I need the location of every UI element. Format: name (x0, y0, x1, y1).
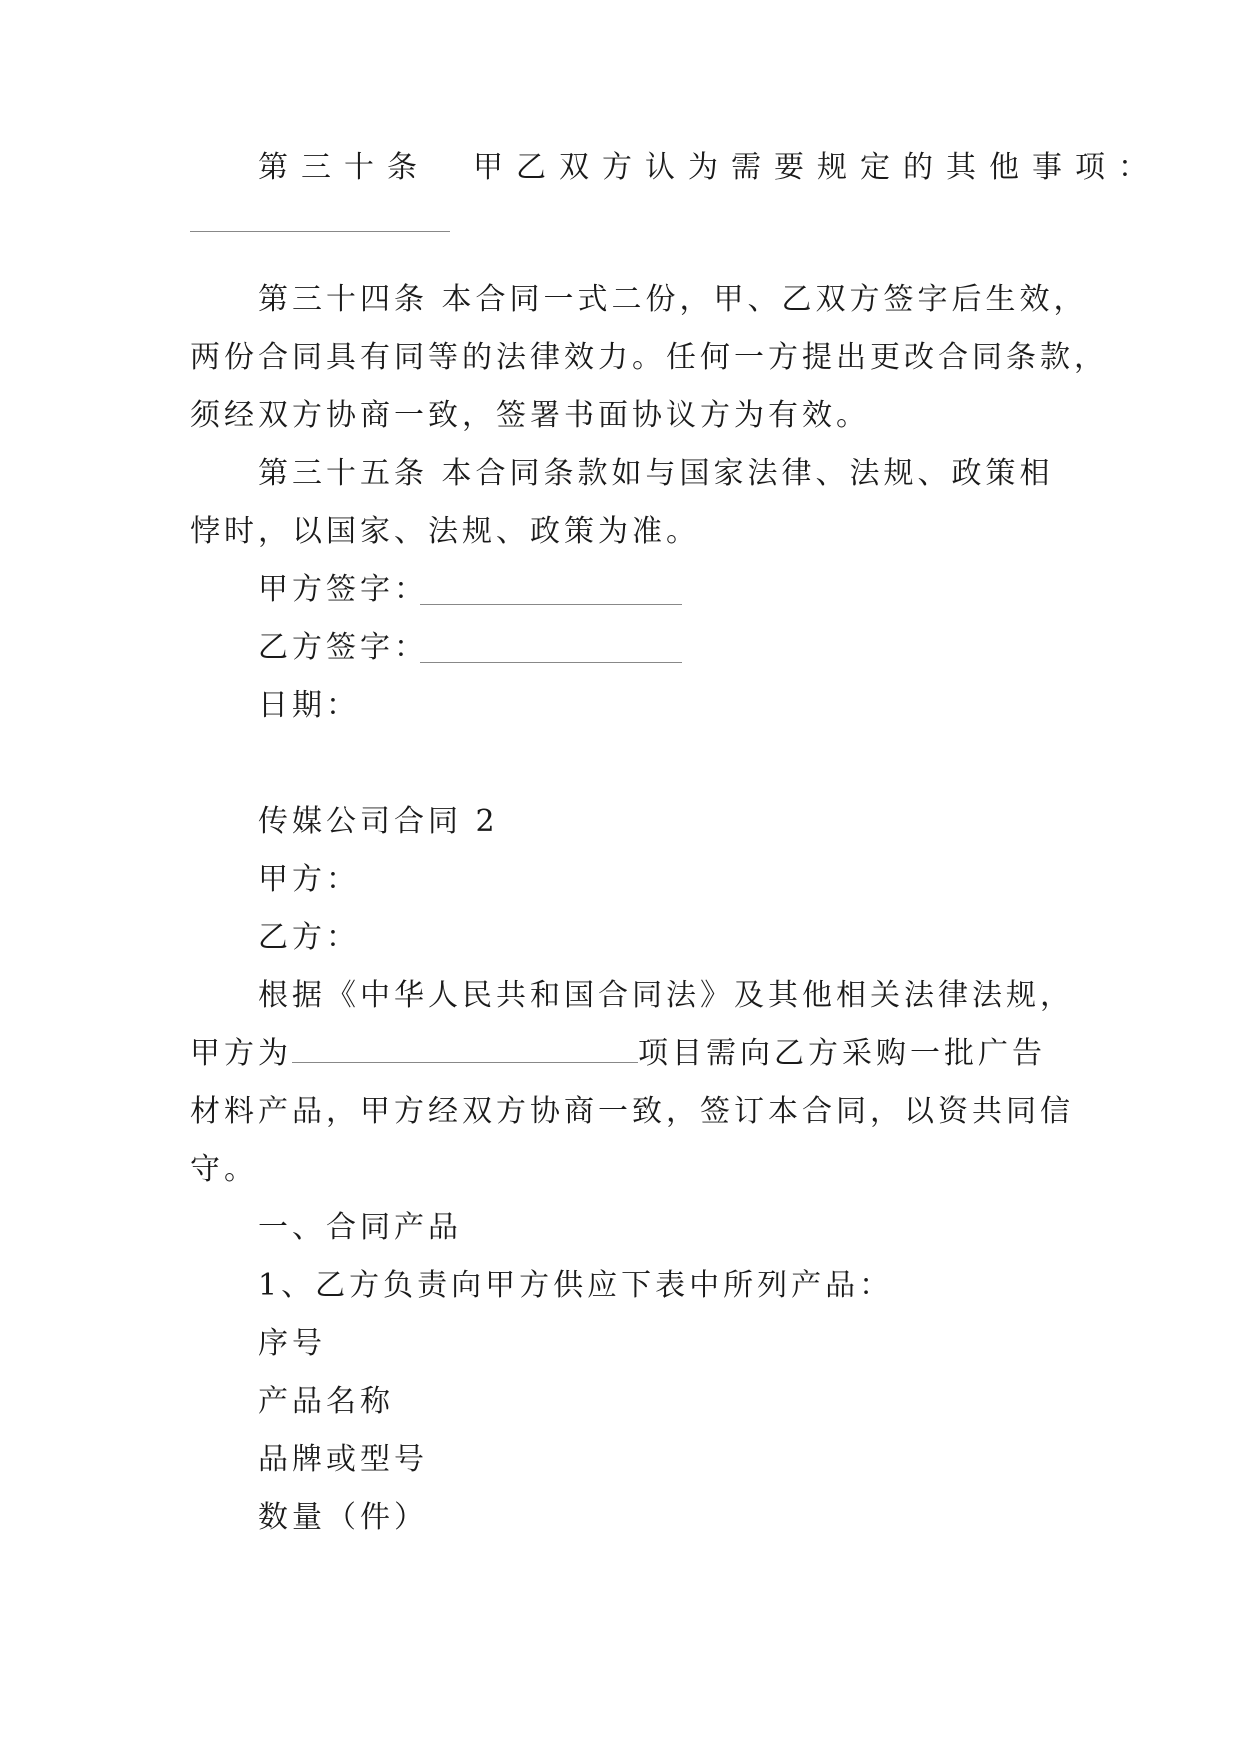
article-35-line-2: 悖时，以国家、法规、政策为准。 (190, 514, 700, 549)
article-34-line-3: 须经双方协商一致，签署书面协议方为有效。 (190, 398, 870, 433)
preamble-line-4: 守。 (190, 1152, 258, 1187)
article-35-line-1: 第三十五条 本合同条款如与国家法律、法规、政策相 (258, 456, 1054, 491)
preamble-line-3: 材料产品，甲方经双方协商一致，签订本合同，以资共同信 (190, 1094, 1074, 1129)
article-34-line-1: 第三十四条 本合同一式二份，甲、乙双方签字后生效， (258, 282, 1088, 317)
party-a-signature-line (420, 604, 682, 605)
project-name-blank (292, 1061, 638, 1063)
clause-1: 1、乙方负责向甲方供应下表中所列产品： (258, 1268, 894, 1303)
table-header-quantity: 数量（件） (258, 1500, 428, 1535)
contract-2-title: 传媒公司合同 2 (258, 804, 499, 839)
contract-2-party-a: 甲方： (258, 862, 360, 897)
date-label: 日期： (258, 688, 360, 723)
table-header-product-name: 产品名称 (258, 1384, 394, 1419)
fill-in-blank-line (190, 231, 450, 232)
table-header-serial: 序号 (258, 1326, 326, 1361)
contract-2-party-b: 乙方： (258, 920, 360, 955)
party-b-signature-line (420, 662, 682, 663)
party-b-signature-label: 乙方签字： (258, 630, 428, 665)
section-1-heading: 一、合同产品 (258, 1210, 462, 1245)
article-30: 第三十条 甲乙双方认为需要规定的其他事项： (258, 150, 1161, 185)
article-34-line-2: 两份合同具有同等的法律效力。任何一方提出更改合同条款， (190, 340, 1108, 375)
preamble-line-2-suffix: 项目需向乙方采购一批广告 (638, 1036, 1046, 1071)
preamble-line-2 (190, 1034, 1046, 1074)
preamble-line-2-prefix: 甲方为 (190, 1036, 292, 1071)
preamble-line-1: 根据《中华人民共和国合同法》及其他相关法律法规， (258, 978, 1074, 1013)
table-header-brand-model: 品牌或型号 (258, 1442, 428, 1477)
party-a-signature-label: 甲方签字： (258, 572, 428, 607)
